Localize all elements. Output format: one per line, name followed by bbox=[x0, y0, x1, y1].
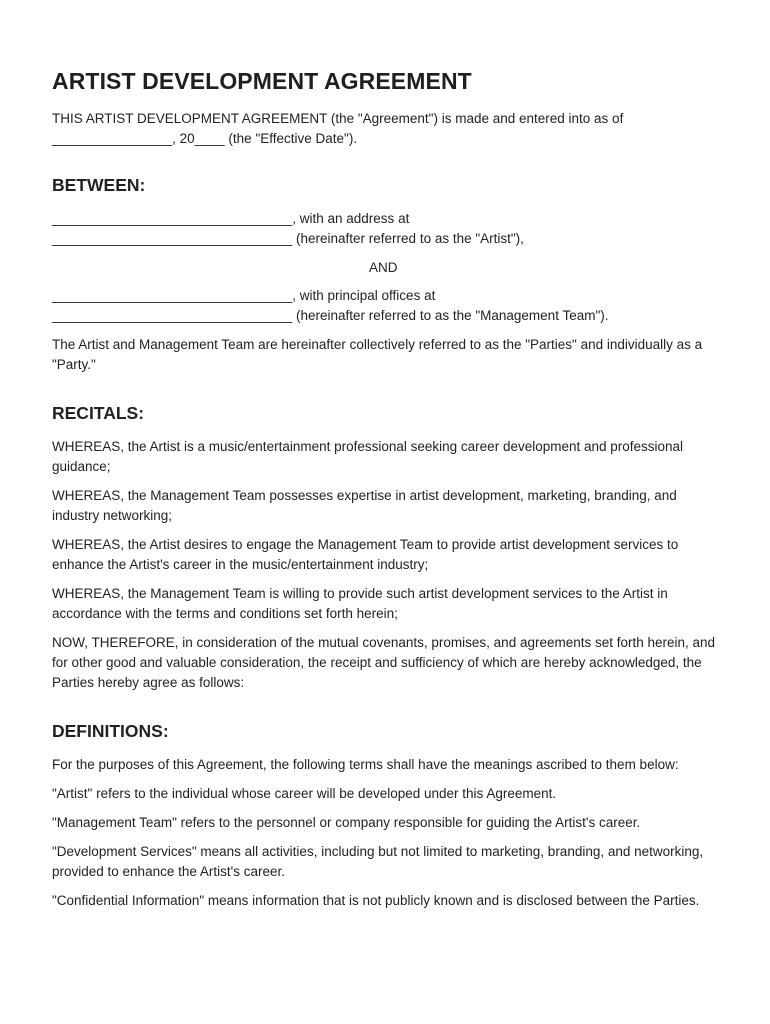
definitions-section bbox=[52, 721, 724, 911]
definition-item: "Development Services" means all activities, including but not limited to marketing, branding, and networking, provided to enhance the Artist's career. bbox=[52, 844, 704, 879]
recital-item: NOW, THEREFORE, in consideration of the mutual covenants, promises, and agreements set forth herein, and for other good and valuable consideration, the receipt and sufficiency of which are hereby acknowledged, the Parties hereby agree as follows: bbox=[52, 635, 716, 690]
definitions-heading: DEFINITIONS: bbox=[52, 721, 169, 741]
definition-item: "Artist" refers to the individual whose career will be developed under this Agreement. bbox=[52, 786, 557, 801]
recitals-heading: RECITALS: bbox=[52, 403, 145, 423]
between-section bbox=[52, 175, 724, 375]
definition-item: For the purposes of this Agreement, the following terms shall have the meanings ascribed to them below: bbox=[52, 757, 679, 772]
definition-item: "Management Team" refers to the personnel or company responsible for guiding the Artist's career. bbox=[52, 815, 641, 830]
and-separator: AND bbox=[369, 260, 398, 275]
management-address-line: ________________________________ (hereinafter referred to as the "Management Team"). bbox=[52, 308, 609, 323]
document-title: ARTIST DEVELOPMENT AGREEMENT bbox=[52, 68, 472, 94]
artist-name-line: ________________________________, with an address at bbox=[52, 211, 410, 226]
recital-item: WHEREAS, the Management Team is willing to provide such artist development services to the Artist in accordance with the terms and conditions set forth herein; bbox=[52, 586, 668, 621]
recital-item: WHEREAS, the Management Team possesses expertise in artist development, marketing, branding, and industry networking; bbox=[52, 488, 677, 523]
intro-paragraph: THIS ARTIST DEVELOPMENT AGREEMENT (the "Agreement") is made and entered into as of ________________, 20____ (the "Effective Date"). bbox=[52, 111, 624, 146]
document-page bbox=[52, 68, 724, 920]
recital-item: WHEREAS, the Artist is a music/entertainment professional seeking career development and professional guidance; bbox=[52, 439, 684, 474]
parties-paragraph: The Artist and Management Team are hereinafter collectively referred to as the "Parties" and individually as a "Party." bbox=[52, 337, 703, 372]
recitals-section bbox=[52, 403, 724, 693]
management-name-line: ________________________________, with principal offices at bbox=[52, 288, 436, 303]
artist-address-line: ________________________________ (hereinafter referred to as the "Artist"), bbox=[52, 231, 524, 246]
between-heading: BETWEEN: bbox=[52, 175, 146, 195]
recital-item: WHEREAS, the Artist desires to engage the Management Team to provide artist development services to enhance the Artist's career in the music/entertainment industry; bbox=[52, 537, 679, 572]
definition-item: "Confidential Information" means information that is not publicly known and is disclosed between the Parties. bbox=[52, 893, 700, 908]
